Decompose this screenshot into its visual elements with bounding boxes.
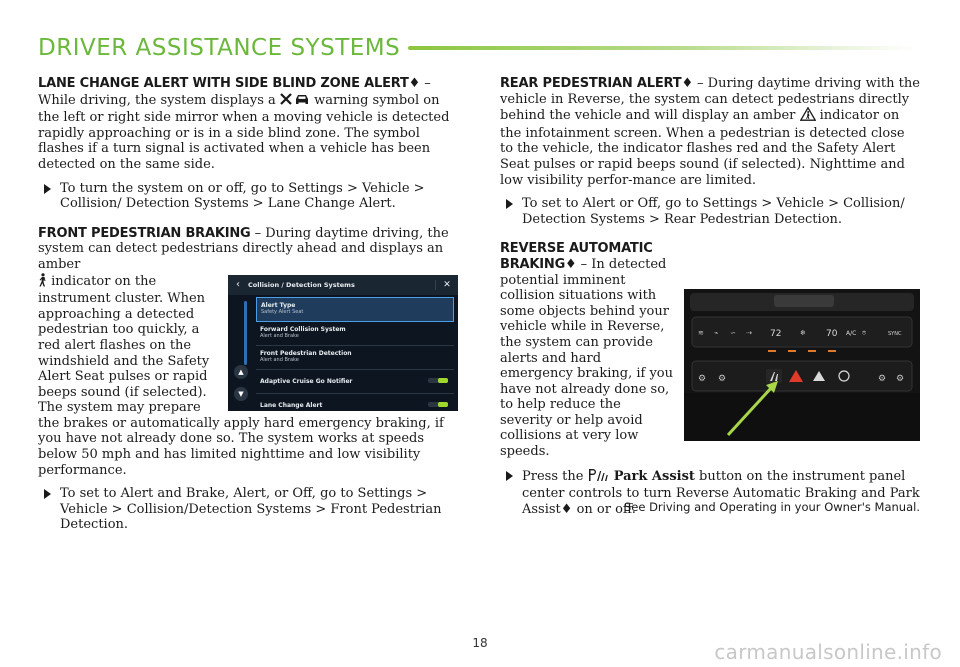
owners-manual-reference: See Driving and Operating in your Owner's Manual. (623, 500, 920, 514)
front-pedestrian-instruction: To set to Alert and Brake, Alert, or Off, go to Settings > Vehicle > Collision/Detection Systems > Front Pedestrian Detection. (38, 486, 458, 533)
svg-text:⚙: ⚙ (896, 374, 905, 385)
reverse-braking-instruction: Press the Park Assist button on the instrument panel center controls to turn Reverse Automatic Braking and Park Assist♦ on or off. (500, 468, 920, 518)
pedestrian-warning-icon (800, 107, 816, 126)
list-item: Alert Type Safety Alert Seat (256, 297, 454, 322)
bullet-arrow-icon (44, 489, 51, 499)
settings-screen (228, 275, 458, 411)
reverse-braking-section: ≋ ⌁ ∽ ⇢ ❄ ⌾ 72 70 A/C SYNC ⚙ ⚙ ⚙ ⚙ REVERSE AUTOMATIC BRAKING♦ – In detected potential imminent collision situations with some objects behind your vehicle while in Reverse, the system can provide alerts and hard emergency braking, if you have not already done so, to help reduce the severity or help avoid collisions at very low speeds. Press the Park Assist button on the instrument panel center controls to turn Reverse Automatic Braking and Park Assist♦ on or off. (500, 241, 920, 517)
temp-left-readout: 72 (770, 329, 782, 340)
svg-text:⌾: ⌾ (862, 329, 867, 338)
scroll-down-icon: ▼ (234, 387, 248, 401)
ac-label: A/C (846, 330, 857, 338)
right-column (500, 76, 920, 528)
svg-text:∽: ∽ (730, 329, 736, 338)
list-item: Front Pedestrian Detection Alert and Brake (256, 346, 454, 370)
svg-text:⌁: ⌁ (714, 329, 719, 338)
svg-text:⚙: ⚙ (698, 374, 707, 385)
toggle-switch (428, 402, 448, 407)
screen-title: Collision / Detection Systems (248, 280, 355, 289)
side-blind-zone-icon (280, 92, 310, 111)
bullet-arrow-icon (506, 471, 513, 481)
svg-text:❄: ❄ (800, 329, 806, 338)
console-illustration (684, 289, 920, 441)
left-column (38, 76, 458, 544)
lane-change-section: LANE CHANGE ALERT WITH SIDE BLIND ZONE ALERT♦ – While driving, the system displays a warning symbol on the left or right side mirror when a moving vehicle is detected rapidly approaching or is in a side blind zone. The symbol flashes if a turn signal is activated when a vehicle has been detected on the same side. To turn the system on or off, go to Settings > Vehicle > Collision/ Detection Systems > Lane Change Alert. (38, 76, 458, 212)
svg-text:⇢: ⇢ (746, 329, 752, 338)
back-arrow-icon: ‹ (236, 279, 240, 291)
close-icon: ✕ (435, 280, 458, 290)
scrollbar (244, 301, 247, 365)
lane-change-instruction: To turn the system on or off, go to Settings > Vehicle > Collision/ Detection Systems > Lane Change Alert. (38, 181, 458, 212)
reverse-braking-heading: REVERSE AUTOMATIC BRAKING (500, 241, 653, 272)
rear-pedestrian-instruction: To set to Alert or Off, go to Settings > Vehicle > Collision/ Detection Systems > Rear Pedestrian Detection. (500, 196, 920, 227)
availability-marker: ♦ (681, 76, 693, 91)
page-number: 18 (472, 636, 488, 650)
availability-marker: ♦ (408, 76, 421, 91)
park-assist-label: Park Assist (613, 468, 695, 484)
page-title: DRIVER ASSISTANCE SYSTEMS (38, 35, 401, 61)
sync-label: SYNC (888, 331, 902, 338)
front-pedestrian-heading: FRONT PEDESTRIAN BRAKING (38, 225, 251, 241)
screen-title-bar (228, 275, 458, 295)
svg-text:⚙: ⚙ (878, 374, 887, 385)
list-item: Forward Collision System Alert and Brake (256, 322, 454, 346)
page-header (38, 33, 918, 63)
list-item: Lane Change Alert (256, 394, 454, 411)
collision-settings-screen-image (228, 275, 458, 411)
rear-pedestrian-section: REAR PEDESTRIAN ALERT♦ – During daytime driving with the vehicle in Reverse, the system can detect pedestrians directly behind the vehicle and will display an amber indicator on the infotainment screen. When a pedestrian is detected close to the vehicle, the indicator flashes red and the Safety Alert Seat pulses or rapid beeps sound (if selected). Nighttime and low visibility perfor-mance are limited. To set to Alert or Off, go to Settings > Vehicle > Collision/ Detection Systems > Rear Pedestrian Detection. (500, 76, 920, 227)
svg-text:≋: ≋ (698, 329, 704, 338)
center-console-image (684, 289, 920, 441)
temp-right-readout: 70 (826, 329, 838, 340)
header-rule (408, 46, 918, 50)
list-item: Adaptive Cruise Go Notifier (256, 370, 454, 394)
front-pedestrian-section: FRONT PEDESTRIAN BRAKING – During daytime driving, the system can detect pedestrians directly ahead and displays an amber ‹ Collision / Detection Systems ✕ ▲ ▼ Alert Type Safety Alert Seat Forward Collision System Alert and Brake Front Pedestrian Detection Alert and Brake Adaptive Cruise Go Notifier Lane Change Alert indicator on the instrument cluster. When approaching a detected pedestrian too quickly, a red alert flashes on the windshield and the Safety Alert Seat pulses or rapid beeps sound (if selected). The system may prepare the brakes or automatically apply hard emergency braking, if you have not already done so. The system works at speeds below 50 mph and has limited nighttime and low visibility performance. To set to Alert and Brake, Alert, or Off, go to Settings > Vehicle > Collision/Detection Systems > Front Pedestrian Detection. (38, 226, 458, 533)
svg-text:⚙: ⚙ (718, 374, 727, 385)
rear-pedestrian-heading: REAR PEDESTRIAN ALERT (500, 76, 682, 91)
console-panel (684, 289, 920, 441)
bullet-arrow-icon (506, 199, 513, 209)
scroll-up-icon: ▲ (234, 365, 248, 379)
bullet-arrow-icon (44, 184, 51, 194)
pedestrian-icon (38, 273, 47, 292)
watermark: carmanualsonline.info (714, 640, 942, 664)
toggle-switch (428, 378, 448, 383)
park-assist-icon (588, 468, 610, 487)
availability-marker: ♦ (565, 256, 577, 272)
lane-change-heading: LANE CHANGE ALERT WITH SIDE BLIND ZONE ALERT (38, 76, 409, 91)
settings-list (256, 297, 454, 411)
